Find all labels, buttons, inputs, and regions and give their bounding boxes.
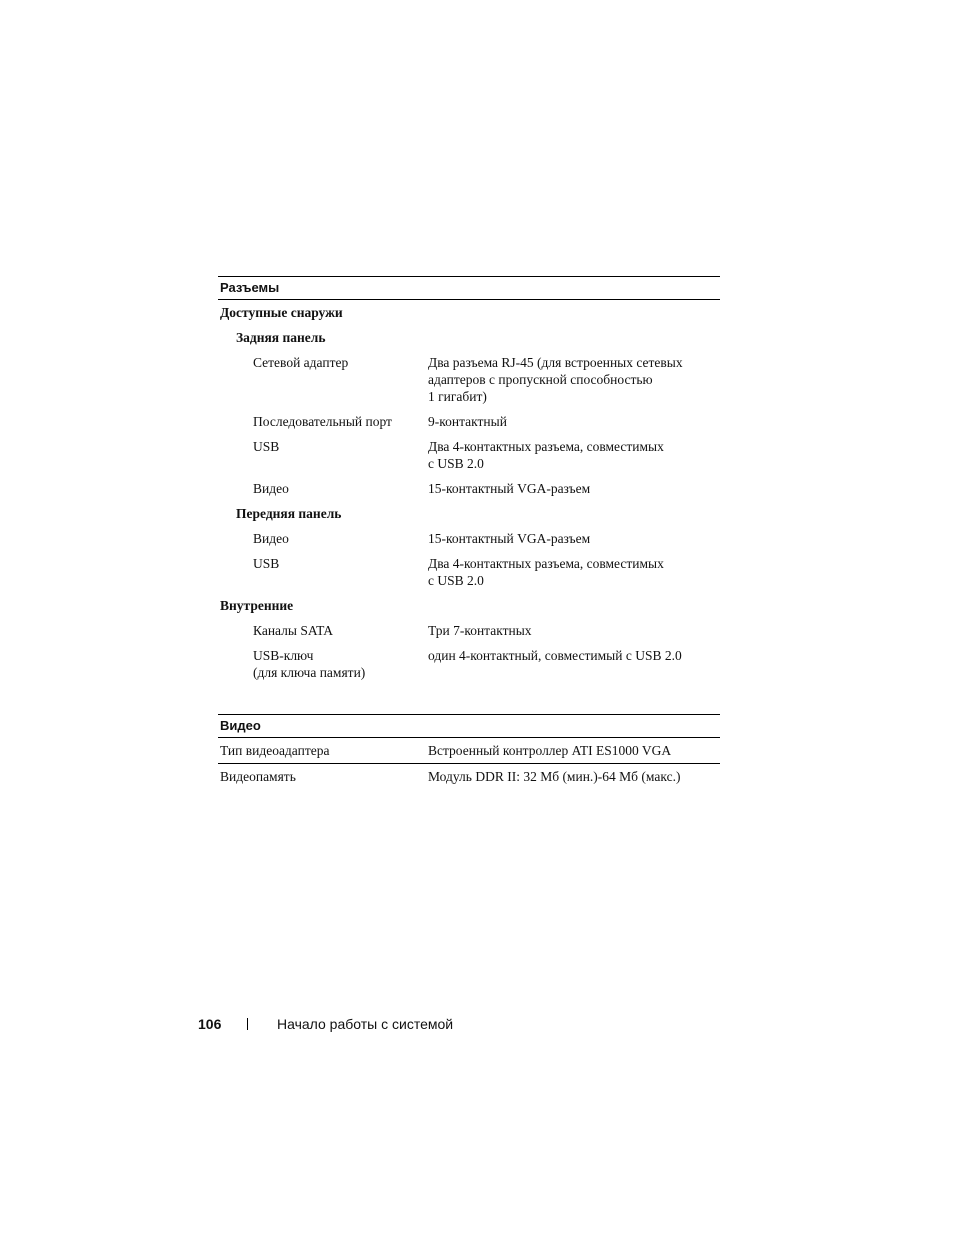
spec-row-sata — [218, 618, 720, 643]
spec-value: 9-контактный — [428, 414, 507, 429]
spec-value: 15-контактный VGA-разъем — [428, 531, 591, 546]
spec-row-usb-key — [218, 643, 720, 685]
external-heading-label: Доступные снаружи — [220, 305, 343, 320]
external-heading — [218, 300, 720, 325]
spec-value: один 4-контактный, совместимый с USB 2.0 — [428, 648, 682, 663]
spec-label: Тип видеоадаптера — [220, 743, 330, 758]
spec-row-network-adapter — [218, 350, 720, 409]
video-heading: Видео — [218, 714, 720, 738]
video-table — [218, 714, 720, 789]
spec-row-back-usb — [218, 434, 720, 476]
page-footer — [198, 1014, 453, 1034]
spec-value: Два 4-контактных разъема, совместимых с USB 2.0 — [428, 556, 664, 588]
spec-label: USB — [253, 556, 280, 571]
spec-row-back-video — [218, 476, 720, 501]
spec-value: Встроенный контроллер ATI ES1000 VGA — [428, 743, 672, 758]
spec-label: USB — [253, 439, 280, 454]
spec-value: Модуль DDR II: 32 Мб (мин.)-64 Мб (макс.) — [428, 769, 681, 784]
spec-label: Последовательный порт — [253, 414, 392, 429]
spec-label: Сетевой адаптер — [253, 355, 349, 370]
spec-label: USB-ключ (для ключа памяти) — [253, 648, 366, 680]
footer-separator — [247, 1018, 248, 1030]
spec-label: Видеопамять — [220, 769, 296, 784]
spec-row-video-adapter — [218, 738, 720, 764]
spec-label: Видео — [253, 531, 289, 546]
front-panel-heading-label: Передняя панель — [236, 506, 342, 521]
spec-row-serial-port — [218, 409, 720, 434]
spec-value: 15-контактный VGA-разъем — [428, 481, 591, 496]
spec-label: Каналы SATA — [253, 623, 334, 638]
spec-value: Три 7-контактных — [428, 623, 532, 638]
front-panel-heading — [218, 501, 720, 526]
internal-heading — [218, 593, 720, 618]
spec-row-video-memory — [218, 764, 720, 789]
internal-heading-label: Внутренние — [220, 598, 294, 613]
back-panel-heading — [218, 325, 720, 350]
spec-value: Два 4-контактных разъема, совместимых с USB 2.0 — [428, 439, 664, 471]
spec-value: Два разъема RJ-45 (для встроенных сетевых адаптеров с пропускной способностью 1 гигабит) — [428, 355, 683, 404]
back-panel-heading-label: Задняя панель — [236, 330, 326, 345]
page-number: 106 — [198, 1016, 222, 1032]
connectors-heading: Разъемы — [218, 276, 720, 300]
spec-row-front-video — [218, 526, 720, 551]
connectors-table — [218, 276, 720, 685]
chapter-title: Начало работы с системой — [277, 1016, 454, 1032]
spec-label: Видео — [253, 481, 289, 496]
spec-row-front-usb — [218, 551, 720, 593]
